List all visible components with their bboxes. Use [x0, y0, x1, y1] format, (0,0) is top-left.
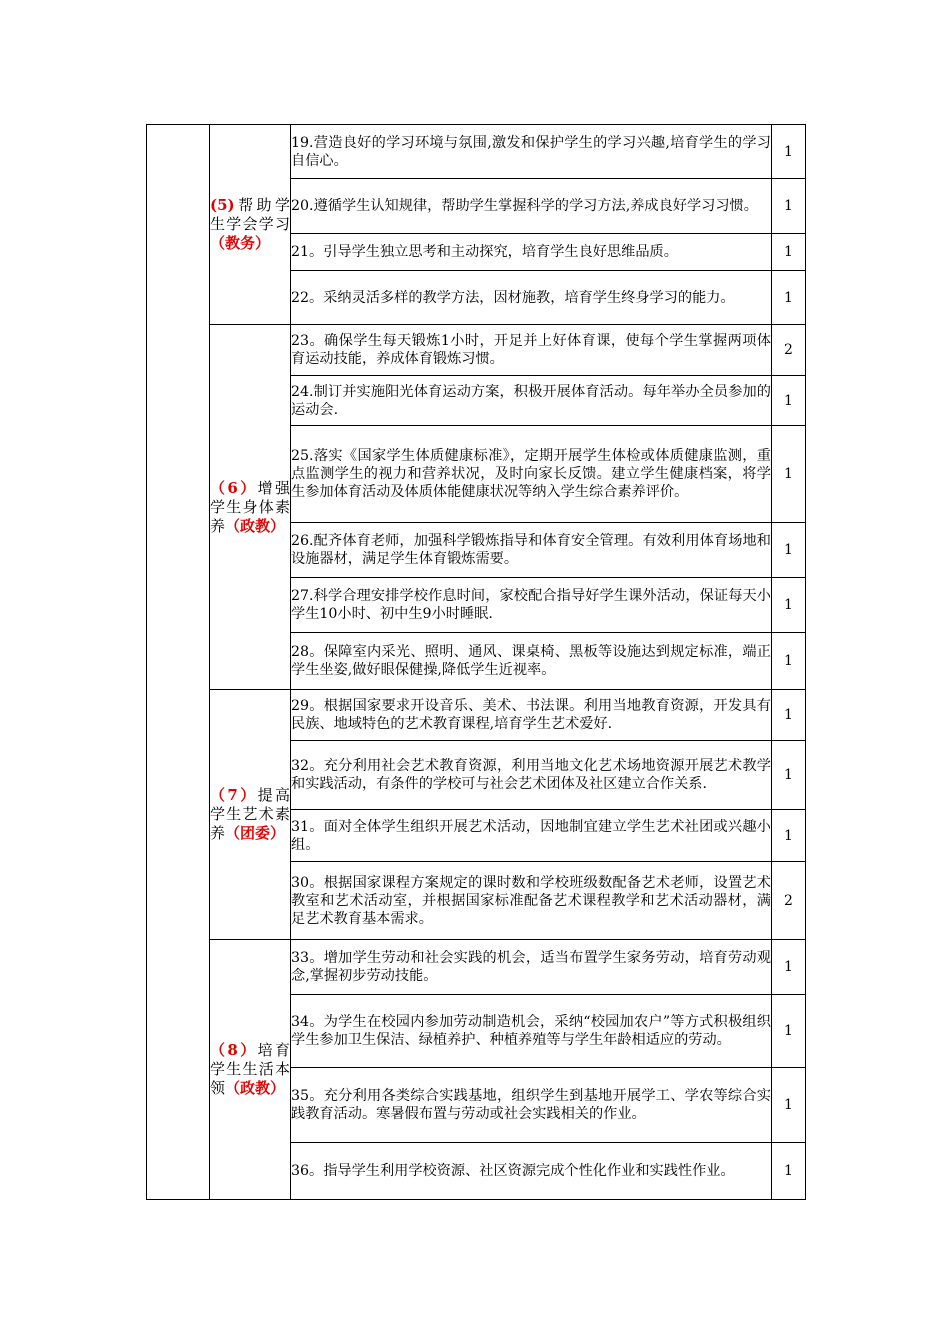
table-row [147, 325, 806, 376]
item-text: 32。充分利用社会艺术教育资源，利用当地文化艺术场地资源开展艺术教学和实践活动，有条件的学校可与社会艺术团体及社区建立合作关系. [291, 741, 772, 810]
item-score: 2 [772, 862, 806, 940]
category-paren-close: ） [270, 824, 286, 842]
category-cell [210, 325, 291, 690]
category-title: 增强学生身体素养 [210, 478, 290, 535]
category-cell [210, 690, 291, 940]
category-number: (5) [210, 196, 235, 214]
table-row [147, 125, 806, 179]
item-text: 35。充分利用各类综合实践基地，组织学生到基地开展学工、学农等综合实践教育活动。寒暑假布置与劳动或社会实践相关的作业。 [291, 1068, 772, 1143]
category-paren-close: ） [270, 516, 286, 535]
item-text: 19.营造良好的学习环境与氛围,激发和保护学生的学习兴趣,培育学生的学习自信心。 [291, 125, 772, 179]
merged-blank-cell [147, 125, 210, 1200]
category-paren-open: （ [225, 824, 241, 842]
item-score: 2 [772, 325, 806, 376]
item-score: 1 [772, 376, 806, 426]
category-title: 帮助学生学会学习 [210, 196, 290, 233]
item-score: 1 [772, 125, 806, 179]
item-text: 24.制订并实施阳光体育运动方案，积极开展体育活动。每年举办全员参加的运动会. [291, 376, 772, 426]
item-text: 27.科学合理安排学校作息时间，家校配合指导好学生课外活动，保证每天小学生10小时、初中生9小时睡眠. [291, 578, 772, 633]
item-score: 1 [772, 271, 806, 325]
item-score: 1 [772, 1143, 806, 1200]
category-department: 团委 [240, 824, 271, 842]
table-row [147, 940, 806, 995]
item-score: 1 [772, 578, 806, 633]
item-score: 1 [772, 1068, 806, 1143]
item-text: 23。确保学生每天锻炼1小时，开足并上好体育课，使每个学生掌握两项体育运动技能，养成体育锻炼习惯。 [291, 325, 772, 376]
category-paren-open: （ [210, 234, 226, 252]
item-text: 26.配齐体育老师，加强科学锻炼指导和体育安全管理。有效利用体育场地和设施器材，满足学生体育锻炼需要。 [291, 523, 772, 578]
category-paren-open: （ [225, 516, 241, 535]
item-score: 1 [772, 633, 806, 690]
item-score: 1 [772, 940, 806, 995]
item-text: 34。为学生在校园内参加劳动制造机会，采纳“校园加农户”等方式积极组织学生参加卫生保洁、绿植养护、种植养殖等与学生年龄相适应的劳动。 [291, 995, 772, 1068]
item-text: 33。增加学生劳动和社会实践的机会，适当布置学生家务劳动，培育劳动观念,掌握初步劳动技能。 [291, 940, 772, 995]
item-text: 36。指导学生利用学校资源、社区资源完成个性化作业和实践性作业。 [291, 1143, 772, 1200]
category-department: 政教 [240, 1079, 271, 1097]
table-row [147, 690, 806, 741]
item-text: 28。保障室内采光、照明、通风、课桌椅、黑板等设施达到规定标准，端正学生坐姿,做好眼保健操,降低学生近视率。 [291, 633, 772, 690]
category-department: 教务 [225, 234, 256, 252]
category-title: 提高学生艺术素养 [210, 786, 290, 842]
item-score: 1 [772, 426, 806, 523]
item-score: 1 [772, 995, 806, 1068]
item-score: 1 [772, 234, 806, 271]
category-title: 培育学生生活本领 [210, 1041, 290, 1097]
item-text: 29。根据国家要求开设音乐、美术、书法课。利用当地教育资源，开发具有民族、地域特色的艺术教育课程,培育学生艺术爱好. [291, 690, 772, 741]
item-score: 1 [772, 810, 806, 862]
item-text: 31。面对全体学生组织开展艺术活动，因地制宜建立学生艺术社团或兴趣小组。 [291, 810, 772, 862]
category-paren-open: （ [225, 1079, 241, 1097]
item-text: 20.遵循学生认知规律，帮助学生掌握科学的学习方法,养成良好学习习惯。 [291, 179, 772, 234]
item-text: 30。根据国家课程方案规定的课时数和学校班级数配备艺术老师，设置艺术教室和艺术活动室，并根据国家标准配备艺术课程教学和艺术活动器材，满足艺术教育基本需求。 [291, 862, 772, 940]
item-text: 21。引导学生独立思考和主动探究，培育学生良好思维品质。 [291, 234, 772, 271]
category-cell [210, 125, 291, 325]
item-score: 1 [772, 523, 806, 578]
item-text: 22。采纳灵活多样的教学方法，因材施教，培育学生终身学习的能力。 [291, 271, 772, 325]
item-score: 1 [772, 690, 806, 741]
item-score: 1 [772, 741, 806, 810]
category-paren-close: ） [255, 234, 271, 252]
item-text: 25.落实《国家学生体质健康标准》，定期开展学生体检或体质健康监测，重点监测学生的视力和营养状况，及时向家长反馈。建立学生健康档案，将学生参加体育活动及体质体能健康状况等纳入学生综合素养评价。 [291, 426, 772, 523]
category-number: （7） [210, 786, 258, 804]
category-department: 政教 [240, 516, 271, 535]
category-number: （6） [210, 478, 258, 497]
category-paren-close: ） [270, 1079, 286, 1097]
item-score: 1 [772, 179, 806, 234]
category-cell [210, 940, 291, 1200]
evaluation-table [146, 124, 806, 1200]
category-number: （8） [210, 1041, 258, 1059]
